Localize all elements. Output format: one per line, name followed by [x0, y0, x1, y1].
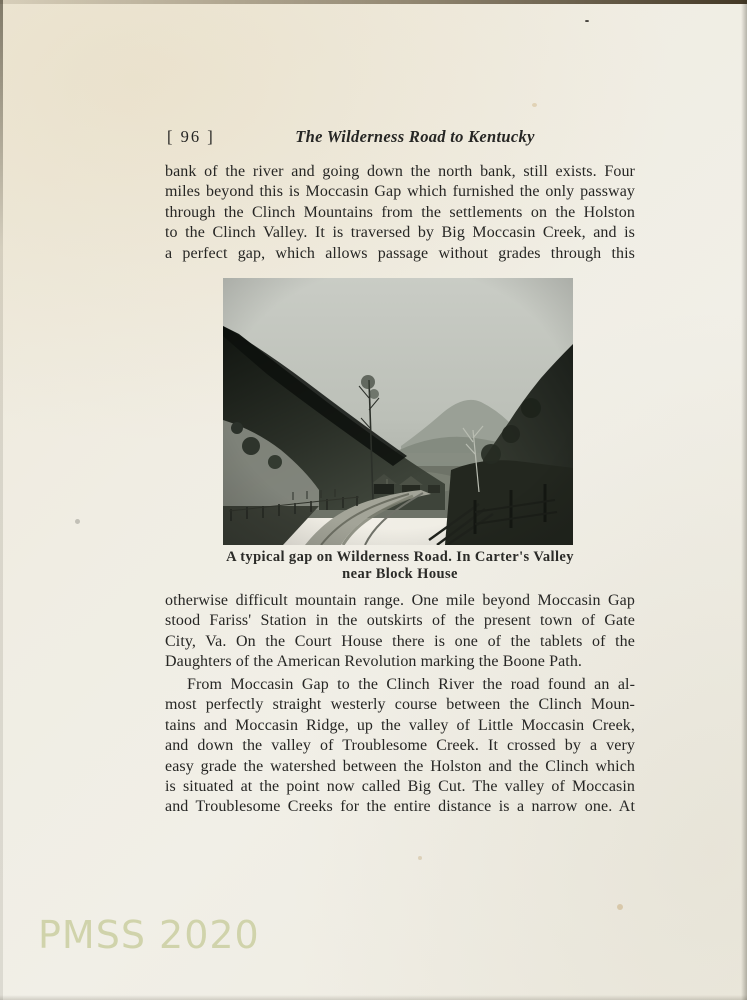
text-line: most perfectly straight westerly course between the Clinch Moun- [165, 696, 635, 714]
text-line: and Troublesome Creeks for the entire distance is a narrow one. At [165, 798, 635, 816]
paper-speckle [532, 103, 537, 107]
pmss-watermark: PMSS 2020 [38, 913, 260, 957]
paragraph-3 [165, 675, 635, 818]
paragraph-2 [165, 591, 635, 673]
paper-speckle [75, 519, 80, 524]
paper-speckle [585, 20, 589, 22]
paragraph-1 [165, 162, 635, 264]
text-line: otherwise difficult mountain range. One mile beyond Moccasin Gap [165, 592, 635, 609]
text-line: From Moccasin Gap to the Clinch River the road found an al- [187, 676, 635, 693]
running-title: The Wilderness Road to Kentucky [295, 127, 535, 146]
page-edge-right [741, 0, 747, 1000]
photo-illustration [223, 278, 573, 545]
text-line: bank of the river and going down the north bank, still exists. Four [165, 163, 635, 180]
text-line: to the Clinch Valley. It is traversed by Big Moccasin Creek, and is [165, 224, 635, 242]
wilderness-road-photograph [223, 278, 573, 545]
page-number: [ 96 ] [167, 127, 215, 146]
paper-speckle [418, 856, 422, 860]
running-head [165, 127, 635, 149]
paper-speckle [617, 904, 623, 910]
text-line: easy grade the watershed between the Holston and the Clinch which [165, 757, 635, 775]
page-edge-bottom [0, 995, 747, 1000]
caption-line: A typical gap on Wilderness Road. In Carter's Valley [226, 549, 574, 565]
text-line: is situated at the point now called Big Cut. The valley of Moccasin [165, 778, 635, 796]
text-line: through the Clinch Mountains from the settlements on the Holston [165, 203, 635, 221]
photo-caption [165, 549, 635, 583]
text-line: tains and Moccasin Ridge, up the valley of Little Moccasin Creek, [165, 716, 635, 734]
text-line: Daughters of the American Revolution marking the Boone Path. [165, 653, 583, 671]
page-edge-top [0, 0, 747, 4]
page-edge-left [0, 0, 3, 1000]
caption-line: near Block House [342, 566, 458, 582]
text-line: stood Fariss' Station in the outskirts of the present town of Gate [165, 612, 635, 630]
text-line: and down the valley of Troublesome Creek. It crossed by a very [165, 737, 635, 755]
text-line: City, Va. On the Court House there is one of the tablets of the [165, 632, 635, 650]
text-line: miles beyond this is Moccasin Gap which furnished the only passway [165, 183, 635, 201]
text-line: a perfect gap, which allows passage without grades through this [165, 244, 635, 262]
